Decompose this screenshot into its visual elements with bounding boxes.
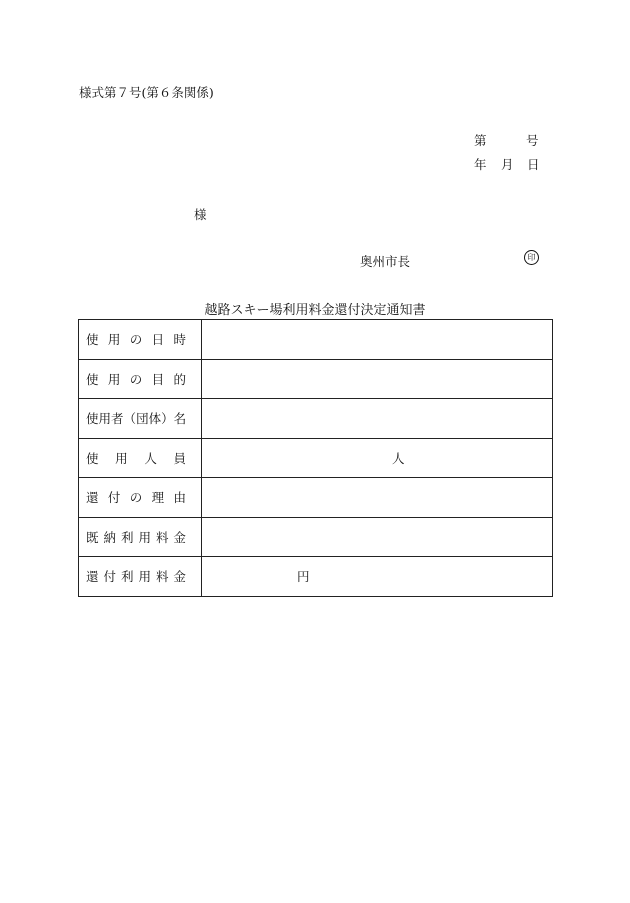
label-char: の <box>129 332 143 348</box>
row-label <box>79 359 202 399</box>
row-value-field[interactable] <box>202 438 553 478</box>
label-char: 還 <box>86 569 99 585</box>
label-char: 時 <box>173 332 186 348</box>
row-label <box>79 517 202 557</box>
label-char: 理 <box>151 490 165 506</box>
addressee-honorific: 様 <box>194 207 207 222</box>
label-char: 既 <box>86 529 99 545</box>
form-row <box>79 438 553 478</box>
row-label-text <box>86 370 186 388</box>
row-label-text <box>86 528 186 546</box>
label-char: 団 <box>136 411 149 427</box>
row-label <box>79 399 202 439</box>
number-suffix: 号 <box>526 133 539 148</box>
form-row <box>79 320 553 360</box>
row-label-text <box>86 330 186 348</box>
label-char: 的 <box>173 371 186 387</box>
label-char: 納 <box>103 529 116 545</box>
form-row <box>79 478 553 518</box>
date-month: 月 <box>501 157 514 172</box>
row-value: 円 <box>297 569 310 585</box>
label-char: 目 <box>151 371 165 387</box>
label-char: 者 <box>111 411 124 427</box>
label-char: の <box>129 490 143 506</box>
label-char: 還 <box>86 490 99 506</box>
label-char: の <box>129 371 143 387</box>
form-row <box>79 517 553 557</box>
row-label <box>79 478 202 518</box>
label-char: 使 <box>86 332 99 348</box>
row-value-field[interactable] <box>202 557 553 597</box>
row-label-text <box>86 567 186 585</box>
row-label <box>79 557 202 597</box>
label-char: 使 <box>86 371 99 387</box>
label-char: 金 <box>173 569 186 585</box>
label-char: 付 <box>103 569 116 585</box>
form-row <box>79 359 553 399</box>
label-char: 使 <box>86 450 99 466</box>
label-char: 用 <box>107 332 121 348</box>
label-char: 使 <box>86 411 99 427</box>
row-label-text <box>86 409 186 427</box>
label-char: 用 <box>107 371 121 387</box>
row-label-text <box>86 449 186 467</box>
label-char: 名 <box>173 411 187 427</box>
date-year: 年 <box>474 157 487 172</box>
date-day: 日 <box>527 157 540 172</box>
row-label <box>79 320 202 360</box>
issuer-name: 奥州市長 <box>360 254 411 269</box>
label-char: 用 <box>115 450 128 466</box>
label-char: 金 <box>173 529 186 545</box>
row-label-text <box>86 488 186 506</box>
label-char: 用 <box>98 411 112 427</box>
label-char: 利 <box>120 529 134 545</box>
label-char: 料 <box>155 529 169 545</box>
notice-form-table <box>78 319 553 597</box>
seal-mark: 印 <box>524 250 539 265</box>
label-char: 由 <box>173 490 186 506</box>
label-char: 利 <box>120 569 134 585</box>
row-value-field[interactable] <box>202 399 553 439</box>
label-char: 日 <box>151 332 165 348</box>
form-number: 様式第７号(第６条関係) <box>79 85 214 100</box>
document-title: 越路スキー場利用料金還付決定通知書 <box>204 303 426 318</box>
label-char: 員 <box>173 450 186 466</box>
label-char: 付 <box>107 490 121 506</box>
label-char: 料 <box>155 569 169 585</box>
row-value-field[interactable] <box>202 517 553 557</box>
row-value-field[interactable] <box>202 320 553 360</box>
label-char: 用 <box>138 569 151 585</box>
label-char: 用 <box>138 529 151 545</box>
label-char: （ <box>123 411 137 427</box>
label-char: 人 <box>144 450 157 466</box>
label-char: 体 <box>148 411 162 427</box>
form-row <box>79 399 553 439</box>
row-value: 人 <box>392 450 405 466</box>
number-prefix: 第 <box>474 133 487 148</box>
row-value-field[interactable] <box>202 359 553 399</box>
row-label <box>79 438 202 478</box>
form-row <box>79 557 553 597</box>
row-value-field[interactable] <box>202 478 553 518</box>
label-char: ） <box>161 411 174 427</box>
